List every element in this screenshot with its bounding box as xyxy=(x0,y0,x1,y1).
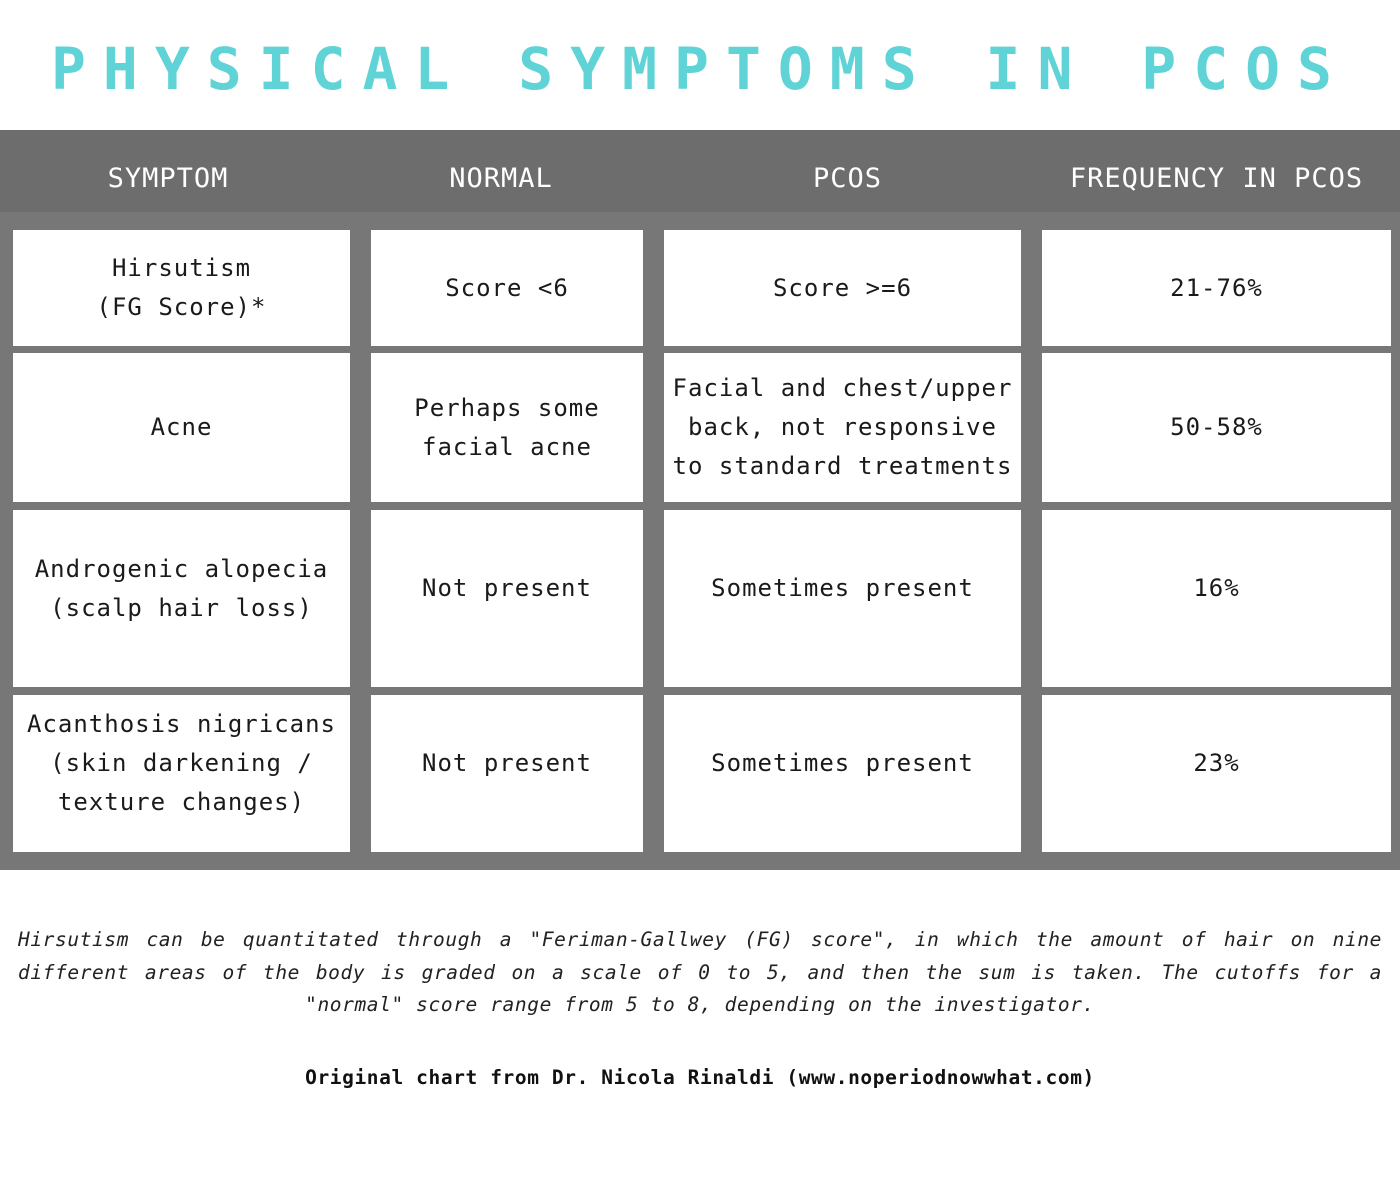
table-cell-normal xyxy=(371,353,643,502)
table-cell-symptom xyxy=(13,510,350,687)
cell-text: 50-58% xyxy=(1170,413,1263,441)
table-cell-normal xyxy=(371,510,643,687)
table-cell-symptom xyxy=(13,695,350,852)
table-cell-frequency xyxy=(1042,230,1391,346)
cell-text: Acne xyxy=(150,413,213,441)
cell-text: Sometimes present xyxy=(711,574,974,602)
table-cell-frequency xyxy=(1042,510,1391,687)
header-pcos: PCOS xyxy=(812,162,883,194)
header-symptom: SYMPTOM xyxy=(107,162,229,194)
header-normal: NORMAL xyxy=(449,162,553,194)
cell-text: Sometimes present xyxy=(711,749,974,777)
footnote: Hirsutism can be quantitated through a "Feriman-Gallwey (FG) score", in which the amount of hair on nine different areas of the body is graded on a scale of 0 to 5, and then the sum is taken. The cutoffs for a "normal" score range from 5 to 8, depending on the investigator. xyxy=(18,928,1382,1016)
cell-text: Facial and chest/upper back, not responsive to standard treatments xyxy=(672,374,1013,480)
cell-text: Perhaps some facial acne xyxy=(414,393,600,461)
cell-text: Acanthosis nigricans (skin darkening / texture changes) xyxy=(27,710,336,816)
cell-text: Not present xyxy=(422,749,592,777)
cell-text: Androgenic alopecia (scalp hair loss) xyxy=(34,554,329,622)
cell-text: 23% xyxy=(1193,749,1240,777)
table-cell-symptom xyxy=(13,353,350,502)
table-cell-pcos xyxy=(664,510,1021,687)
source-credit: Original chart from Dr. Nicola Rinaldi (www.noperiodnowwhat.com) xyxy=(305,1066,1095,1089)
cell-text: Hirsutism (FG Score)* xyxy=(96,254,267,321)
cell-text: Score <6 xyxy=(445,273,569,302)
table-cell-frequency xyxy=(1042,353,1391,502)
table-cell-pcos xyxy=(664,230,1021,346)
page-title: PHYSICAL SYMPTOMS IN PCOS xyxy=(51,35,1349,103)
cell-text: Not present xyxy=(422,574,592,602)
table-cell-normal xyxy=(371,230,643,346)
table-cell-pcos xyxy=(664,353,1021,502)
table-cell-frequency xyxy=(1042,695,1391,852)
table-cell-pcos xyxy=(664,695,1021,852)
table-cell-symptom xyxy=(13,230,350,346)
cell-text: 16% xyxy=(1193,574,1240,602)
cell-text: 21-76% xyxy=(1170,273,1263,302)
table-cell-normal xyxy=(371,695,643,852)
cell-text: Score >=6 xyxy=(772,273,913,302)
header-frequency: FREQUENCY IN PCOS xyxy=(1069,162,1364,194)
